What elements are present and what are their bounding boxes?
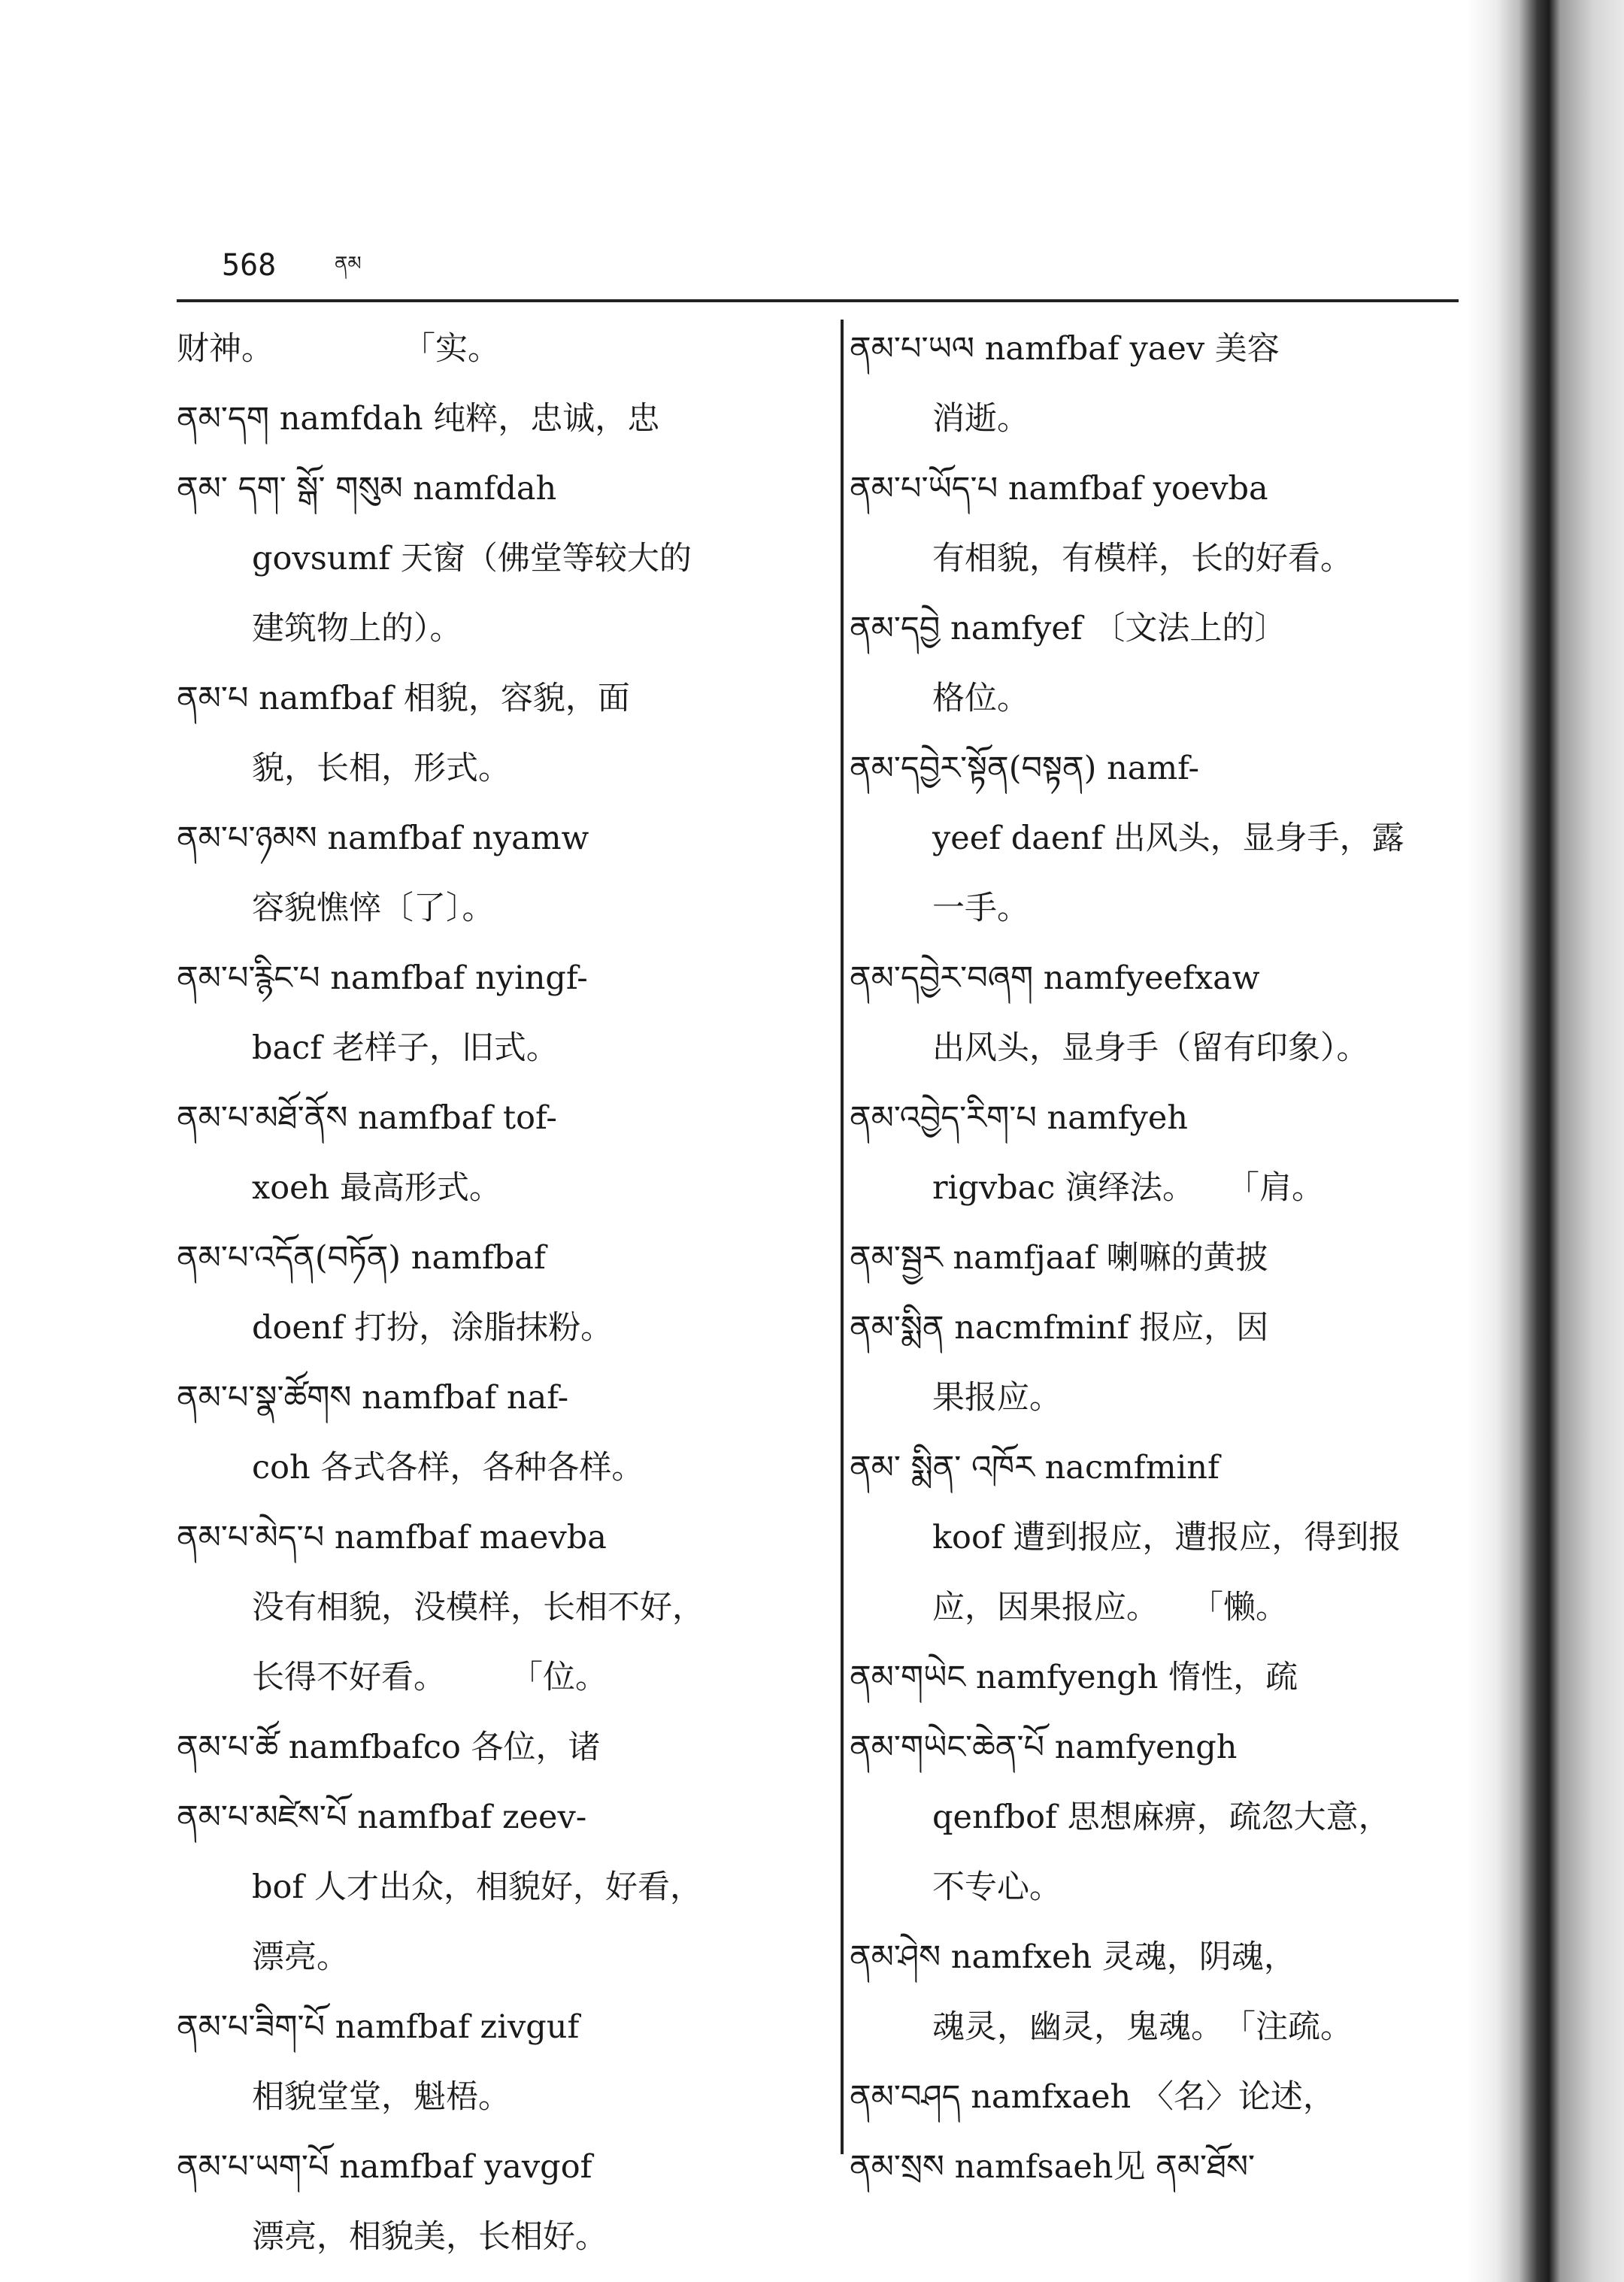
page-header	[0, 0, 1474, 316]
entry-continuation: 建筑物上的）。	[252, 610, 462, 647]
dictionary-entry	[850, 454, 1474, 594]
entry-headline: ནམ་པ་སྣ་ཚོགས namfbaf naf-	[177, 1379, 569, 1417]
entry-continuation: 格位。	[932, 680, 1029, 717]
entry-continuation: xoeh 最高形式。	[252, 1169, 501, 1207]
entry-continuation: 漂亮。	[252, 1938, 349, 1976]
entry-headline: ནམ་སྦྱར namfjaaf 喇嘛的黄披	[850, 1239, 1268, 1277]
entry-headline: ནམ་སྲས namfsaeh见 ནམ་ཐོས་	[850, 2148, 1256, 2186]
entry-continuation: bof 人才出众，相貌好，好看，	[252, 1868, 702, 1906]
entry-continuation: doenf 打扮，涂脂抹粉。	[252, 1309, 614, 1347]
entry-headline: ནམ་བཤད namfxaeh 〈名〉论述，	[850, 2078, 1335, 2116]
entry-headline: ནམ་ཤེས namfxeh 灵魂，阴魂，	[850, 1938, 1296, 1976]
entry-headline: ནམ་འབྱེད་རིག་པ namfyeh	[850, 1099, 1188, 1137]
dictionary-entry	[177, 1993, 816, 2132]
dictionary-entry	[177, 664, 816, 804]
entry-headline: ནམ་ སྨིན་ འཁོར nacmfminf	[850, 1449, 1220, 1486]
entry-headline: ནམ་པ་ཡལ namfbaf yaev 美容	[850, 330, 1280, 368]
entry-headline: ནམ་གཡེང namfyengh 惰性，疏	[850, 1659, 1298, 1696]
entry-headline: ནམ་དག namfdah 纯粹，忠诚，忠	[177, 400, 660, 438]
dictionary-entry	[850, 1433, 1474, 1643]
column-divider	[841, 320, 844, 2154]
dictionary-entry	[177, 314, 816, 384]
entry-headline: ནམ་པ་འདོན(བཏོན) namfbaf	[177, 1239, 546, 1277]
entry-headline: ནམ་པ་ཡོད་པ namfbaf yoevba	[850, 470, 1268, 508]
entry-continuation: 出风头，显身手（留有印象）。	[932, 1029, 1369, 1067]
dictionary-entry	[850, 314, 1474, 454]
entry-headline: ནམ་པ་ཟིག་པོ namfbaf zivguf	[177, 2008, 580, 2046]
entry-headline: ནམ་པ་ཉམས namfbaf nyamw	[177, 820, 589, 857]
dictionary-entry	[177, 1363, 816, 1503]
dictionary-entry	[850, 1713, 1474, 1923]
entry-continuation: qenfbof 思想麻痹，疏忽大意，	[932, 1799, 1391, 1836]
dictionary-entry	[850, 2132, 1474, 2202]
entry-continuation: govsumf 天窗（佛堂等较大的	[252, 540, 692, 577]
dictionary-entry	[850, 1923, 1474, 2062]
dictionary-entry	[177, 804, 816, 944]
entry-continuation: 有相貌，有模样，长的好看。	[932, 540, 1353, 577]
header-rule	[177, 299, 1459, 302]
entry-continuation: 应，因果报应。 「懒。	[932, 1589, 1288, 1626]
entry-continuation: 消逝。	[932, 400, 1029, 438]
entry-continuation: 一手。	[932, 889, 1029, 927]
entry-continuation: 果报应。	[932, 1379, 1062, 1417]
entry-continuation: 相貌堂堂，魁梧。	[252, 2078, 511, 2116]
dictionary-entry	[850, 734, 1474, 944]
entry-headline: ནམ་པ་རྙིང་པ namfbaf nyingf-	[177, 959, 588, 997]
dictionary-entry	[850, 1643, 1474, 1713]
dictionary-entry	[177, 2132, 816, 2272]
dictionary-entry	[850, 1083, 1474, 1223]
entry-headline: ནམ་པ་མེད་པ namfbaf maevba	[177, 1519, 607, 1556]
entry-continuation: 貌，长相，形式。	[252, 750, 511, 787]
entry-continuation: 漂亮，相貌美，长相好。	[252, 2218, 607, 2256]
dictionary-entry	[177, 454, 816, 664]
book-spine-shadow	[1466, 0, 1624, 2282]
left-column	[177, 314, 816, 2272]
entry-continuation: 没有相貌，没模样，长相不好，	[252, 1589, 704, 1626]
entry-continuation: 不专心。	[932, 1868, 1062, 1906]
entry-headline: ནམ་པ་ཡག་པོ namfbaf yavgof	[177, 2148, 592, 2186]
entry-headline: ནམ་གཡེང་ཆེན་པོ namfyengh	[850, 1729, 1238, 1766]
entry-continuation: rigvbac 演绎法。 「肩。	[932, 1169, 1325, 1207]
entry-continuation: yeef daenf 出风头，显身手，露	[932, 820, 1404, 857]
dictionary-entry	[850, 944, 1474, 1083]
dictionary-entry	[177, 1223, 816, 1363]
dictionary-entry	[177, 1713, 816, 1783]
entry-headline: 财神。 「实。	[177, 330, 500, 368]
dictionary-entry	[850, 1293, 1474, 1433]
entry-headline: ནམ་པ་ཚོ namfbafco 各位，诸	[177, 1729, 601, 1766]
page-number: 568	[222, 248, 277, 283]
dictionary-entry	[850, 2062, 1474, 2132]
right-column	[850, 314, 1474, 2202]
entry-continuation: 容貌憔悴〔了〕。	[252, 889, 495, 927]
dictionary-entry	[177, 1083, 816, 1223]
entry-headline: ནམ་པ་མཐོ་ནོས namfbaf tof-	[177, 1099, 557, 1137]
entry-continuation: bacf 老样子，旧式。	[252, 1029, 559, 1067]
dictionary-entry	[177, 1503, 816, 1713]
entry-headline: ནམ་པ namfbaf 相貌，容貌，面	[177, 680, 630, 717]
dictionary-entry	[177, 944, 816, 1083]
guide-word: ནམ	[335, 253, 362, 275]
entry-continuation: 长得不好看。 「位。	[252, 1659, 607, 1696]
dictionary-entry	[850, 594, 1474, 734]
dictionary-entry	[850, 1223, 1474, 1293]
entry-headline: ནམ་དབྱེར་སྟོན(བསྟན) namf-	[850, 750, 1200, 787]
dictionary-entry	[177, 1783, 816, 1993]
entry-continuation: koof 遭到报应，遭报应，得到报	[932, 1519, 1401, 1556]
entry-continuation: coh 各式各样，各种各样。	[252, 1449, 644, 1486]
dictionary-entry	[177, 384, 816, 454]
entry-headline: ནམ་ དག་ སྒོ་ གསུམ namfdah	[177, 470, 557, 508]
entry-headline: ནམ་དབྱེ namfyef 〔文法上的〕	[850, 610, 1287, 647]
entry-continuation: 魂灵，幽灵，鬼魂。 「注疏。	[932, 2008, 1353, 2046]
entry-headline: ནམ་དབྱེར་བཞག namfyeefxaw	[850, 959, 1260, 997]
entry-headline: ནམ་པ་མཛེས་པོ namfbaf zeev-	[177, 1799, 587, 1836]
entry-headline: ནམ་སྨིན nacmfminf 报应，因	[850, 1309, 1269, 1347]
